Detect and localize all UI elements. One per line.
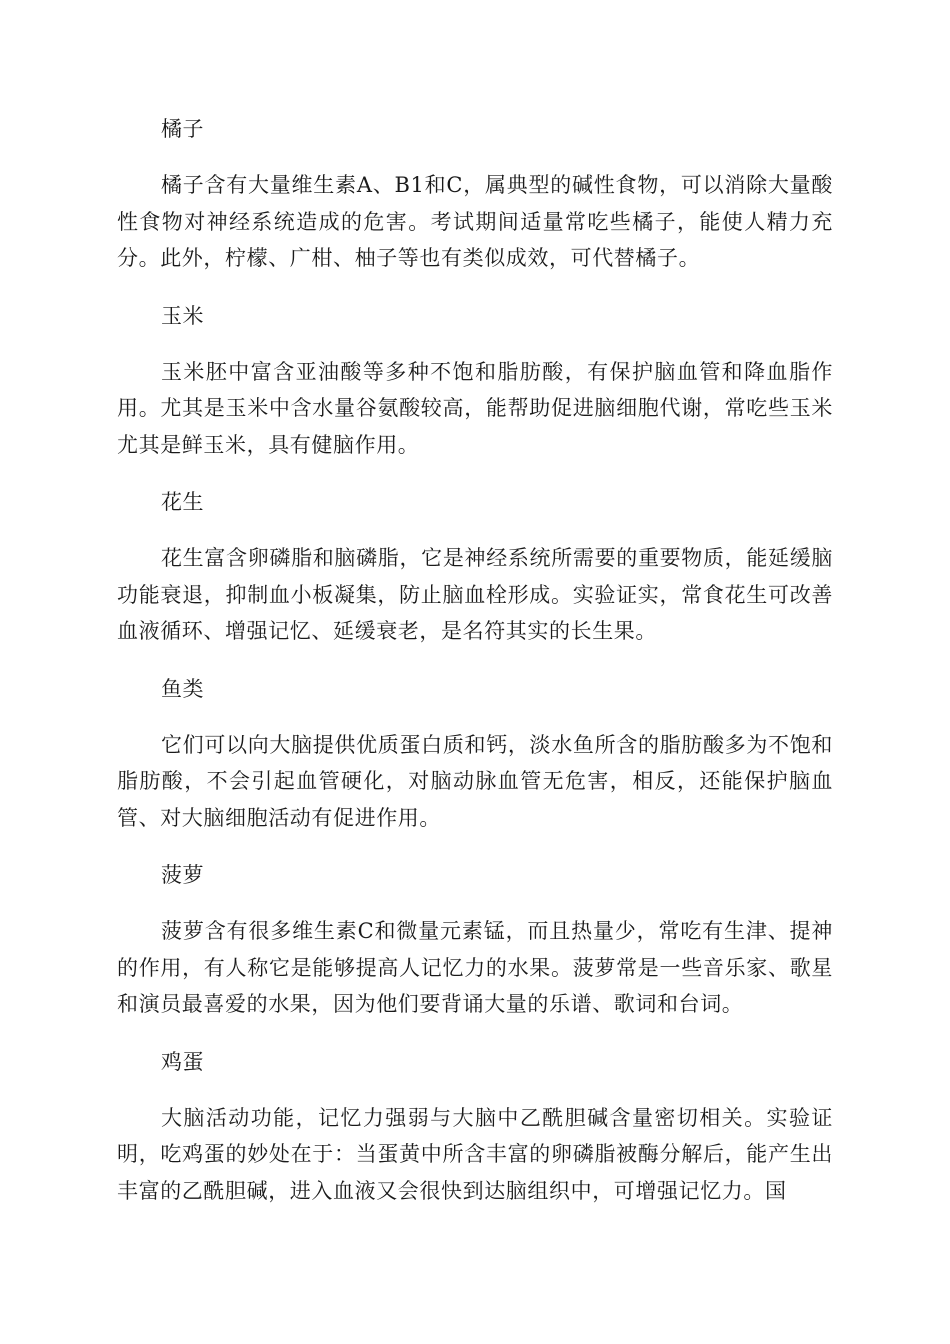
section-paragraph: 橘子含有大量维生素A、B1和C，属典型的碱性食物，可以消除大量酸性食物对神经系统造成的危害。考试期间适量常吃些橘子，能使人精力充分。此外，柠檬、广柑、柚子等也有类似成效，可代替橘子。: [117, 173, 833, 270]
section-orange: [117, 111, 833, 277]
section-heading: 橘子: [161, 117, 204, 141]
section-egg: [117, 1044, 833, 1210]
section-pineapple: [117, 857, 833, 1023]
section-heading: 菠萝: [161, 863, 204, 887]
section-paragraph: 它们可以向大脑提供优质蛋白质和钙，淡水鱼所含的脂肪酸多为不饱和脂肪酸，不会引起血管硬化，对脑动脉血管无危害，相反，还能保护脑血管、对大脑细胞活动有促进作用。: [117, 732, 833, 830]
section-peanut: [117, 484, 833, 650]
section-paragraph: 花生富含卵磷脂和脑磷脂，它是神经系统所需要的重要物质，能延缓脑功能衰退，抑制血小板凝集，防止脑血栓形成。实验证实，常食花生可改善血液循环、增强记忆、延缓衰老，是名符其实的长生果。: [117, 546, 833, 643]
section-paragraph: 菠萝含有很多维生素C和微量元素锰，而且热量少，常吃有生津、提神的作用，有人称它是能够提高人记忆力的水果。菠萝常是一些音乐家、歌星和演员最喜爱的水果，因为他们要背诵大量的乐谱、歌词和台词。: [117, 919, 833, 1016]
section-heading: 花生: [161, 490, 204, 514]
section-heading: 玉米: [161, 303, 204, 328]
section-paragraph: 大脑活动功能，记忆力强弱与大脑中乙酰胆碱含量密切相关。实验证明，吃鸡蛋的妙处在于：当蛋黄中所含丰富的卵磷脂被酶分解后，能产生出丰富的乙酰胆碱，进入血液又会很快到达脑组织中，可增强记忆力。国: [117, 1105, 833, 1203]
section-corn: [117, 298, 833, 464]
section-fish: [117, 671, 833, 837]
section-heading: 鱼类: [161, 676, 204, 701]
section-paragraph: 玉米胚中富含亚油酸等多种不饱和脂肪酸，有保护脑血管和降血脂作用。尤其是玉米中含水量谷氨酸较高，能帮助促进脑细胞代谢，常吃些玉米尤其是鲜玉米，具有健脑作用。: [117, 359, 833, 457]
document-body: [117, 111, 833, 1209]
section-heading: 鸡蛋: [161, 1049, 204, 1074]
